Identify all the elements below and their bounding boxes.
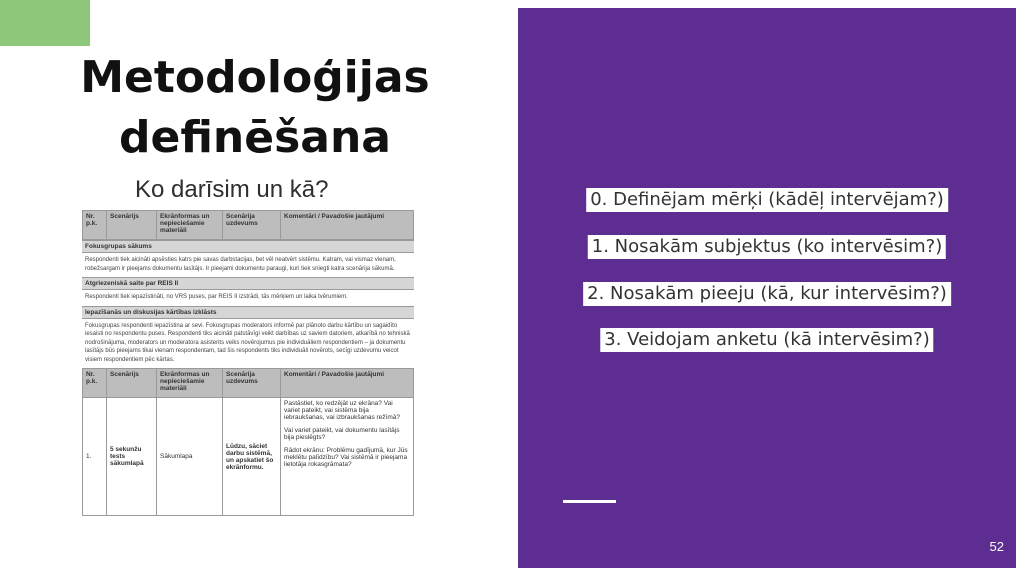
row-num: 1. <box>83 398 107 516</box>
doc-section-text: Fokusgrupas respondenti iepazīstina ar sevi. Fokusgrupas moderators informē par plānoto darbu kārtību un sagaidīto iesaisti no respondentu puses. Respondenti tiks aicināti patstāvīgi veikt darbības uz saviem datoriem, atkarībā no tehniskā nodrošinājuma, moderators un moderatora asistents veiks novērojumus pie individuāliem respondentiem – ja dokumentu lasītājs būs pieejams tikai vienam respondentam, tad šis respondents tiks individuāli novērots, secīgi uzdevumu veicot visiem respondentiem pēc kārtas. <box>85 322 410 363</box>
doc-header-task: Scenārija uzdevums <box>223 211 281 240</box>
doc-header-task: Scenārija uzdevums <box>223 369 281 398</box>
document-header-table <box>82 210 414 240</box>
doc-header-screens: Ekrānformas un nepieciešamie materiāli <box>157 369 223 398</box>
row-screen: Sākumlapa <box>157 398 223 516</box>
step-1: 1. Nosakām subjektus (ko intervēsim?) <box>588 235 946 259</box>
doc-header-num: Nr. p.k. <box>83 369 107 398</box>
step-2: 2. Nosakām pieeju (kā, kur intervēsim?) <box>583 282 951 306</box>
row-task: Lūdzu, sāciet darbu sistēmā, un apskatiet šo ekrānformu. <box>223 398 281 516</box>
doc-header-scenario: Scenārijs <box>107 369 157 398</box>
step-0: 0. Definējam mērķi (kādēļ intervējam?) <box>586 188 948 212</box>
slide-subtitle: Ko darīsim un kā? <box>135 176 329 203</box>
doc-section-text: Respondenti tiek iepazīstināti, no VRS puses, par REIS II izstrādi, tās mērķiem un laika tvērumiem. <box>85 294 348 300</box>
slide-number: 52 <box>989 539 1004 554</box>
doc-section-text: Respondenti tiek aicināti apsēsties katrs pie savas darbstacijas, bet vēl neatvērt sistēmu. Katram, vai vismaz vienam, robežsargam ir pieejams dokumentu lasītājs. Ir pieejami dokumentu paraugi, kuri tiek sniegti katra scenārija sākumā. <box>85 257 396 272</box>
steps-panel <box>518 8 1016 568</box>
doc-header-scenario: Scenārijs <box>107 211 157 240</box>
row-scenario: 5 sekunžu tests sākumlapā <box>107 398 157 516</box>
doc-section-heading: Fokusgrupas sākums <box>82 240 414 253</box>
doc-header-screens: Ekrānformas un nepieciešamie materiāli <box>157 211 223 240</box>
doc-section-heading: Iepazīšanās un diskusijas kārtības izklāsts <box>82 306 414 319</box>
scanned-document <box>82 210 414 568</box>
doc-section-heading: Atgriezeniskā saite par REIS II <box>82 277 414 290</box>
comment-item: Vai variet pateikt, vai dokumentu lasītājs bija pieslēgts? <box>284 427 400 441</box>
doc-header-num: Nr. p.k. <box>83 211 107 240</box>
doc-header-comments: Komentāri / Pavadošie jautājumi <box>281 211 414 240</box>
title-line-1: Metodoloģijas <box>80 52 430 103</box>
accent-block <box>0 0 90 46</box>
step-3: 3. Veidojam anketu (kā intervēsim?) <box>600 328 933 352</box>
comment-item: Rādot ekrānu: Problēmu gadījumā, kur Jūs meklētu palīdzību? Vai sistēmā ir pieejama lietotāja rokasgrāmata? <box>284 447 408 468</box>
slide-title <box>30 48 480 168</box>
comment-item: Pastāstiet, ko redzējāt uz ekrāna? Vai variet pateikt, vai sistēma bija iebraukšanas, vai izbraukšanas režīmā? <box>284 400 400 421</box>
doc-header-comments: Komentāri / Pavadošie jautājumi <box>281 369 414 398</box>
document-scenario-table <box>82 368 414 516</box>
table-row <box>83 398 414 516</box>
title-line-2: definēšana <box>118 112 391 163</box>
row-comments <box>281 398 414 516</box>
decorative-line <box>563 500 616 503</box>
